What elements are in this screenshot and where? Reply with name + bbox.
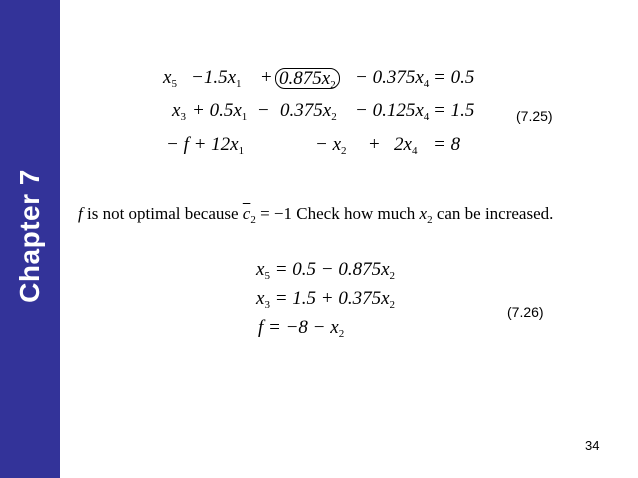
equation-row-2: $x_3 = 1.5 + 0.375x_2$ xyxy=(256,288,396,311)
chapter-sidebar xyxy=(0,0,60,478)
equation-row-3: − $f + 12x_1$ − $x_2$ + $2x_4$ = 8 xyxy=(166,134,461,157)
page-number: 34 xyxy=(585,438,600,453)
equation-number: (7.25) xyxy=(516,108,553,124)
equation-row-3: $f = -8 - x_2$ xyxy=(258,317,345,340)
optimality-statement: f is not optimal because $\overline{c}_2 = -1$ Check how much $x_2$ can be increased. xyxy=(78,204,554,226)
equation-row-1: $x_5 = 0.5 - 0.875x_2$ xyxy=(256,259,396,282)
equation-number: (7.26) xyxy=(507,304,544,320)
equation-row-1: $x_5$ $-1.5x_1$ + $0.875x_2$ − $0.375x_4$ = 0.5 xyxy=(163,67,475,91)
equation-row-2: $x_3$ + $0.5x_1$ − $0.375x_2$ − $0.125x_4$ = 1.5 xyxy=(172,100,475,123)
chapter-label: Chapter 7 xyxy=(14,169,45,303)
